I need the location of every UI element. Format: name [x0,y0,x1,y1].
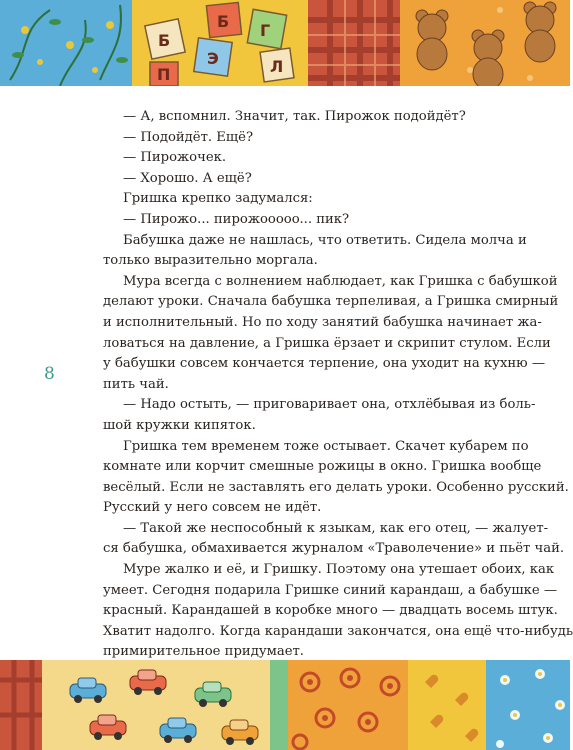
text-line: ся бабушка, обмахивается журналом «Траволечение» и пьёт чай. [103,541,565,557]
text-line: — Надо остыть, — приговаривает она, отхлёбывая из боль- [123,397,536,413]
text-line: пить чай. [103,376,169,392]
text-line: — Подойдёт. Ещё? [123,129,254,145]
text-line: Хватит надолго. Когда карандаши закончатся, она ещё что-нибудь [103,623,573,639]
patchwork-illustration-bottom [0,660,570,750]
text-line: шой кружки кипяток. [103,417,256,433]
block-letter: Э [207,49,219,68]
text-line: — Пирожо... пирожоoooo... пик? [123,211,350,227]
top-patchwork-border [0,0,570,86]
text-line: Русский у него совсем не идёт. [103,500,322,516]
text-line: только выразительно моргала. [103,253,318,269]
text-line: ловаться на давление, а Гришка ёрзает и скрипит стулом. Если [103,335,551,351]
text-line: Бабушка даже не нашлась, что ответить. Сидела молча и [123,232,527,248]
text-line: комнате или корчит смешные рожицы в окно. Гришка вообще [103,459,542,475]
text-line: примирительное придумает. [103,644,304,660]
text-line: красный. Карандашей в коробке много — двадцать восемь штук. [103,603,558,619]
block-letter: Б [158,31,171,50]
story-text [103,107,573,704]
text-line: у бабушки совсем кончается терпение, она уходит на кухню — [103,356,546,372]
text-line: — А, вспомнил. Значит, так. Пирожок подойдёт? [123,109,466,124]
patchwork-illustration-top [0,0,570,86]
text-line: Мура всегда с волнением наблюдает, как Гришка с бабушкой [123,273,558,289]
text-line: весёлый. Если не заставлять его делать уроки. Особенно русский. [103,479,569,495]
text-line: Гришка тем временем тоже остывает. Скачет кубарем по [123,438,529,454]
block-letter: Б [217,12,230,31]
block-letter: П [157,65,171,84]
text-line: и исполнительный. Но по ходу занятий бабушка начинает жа- [103,314,542,330]
text-line: умеет. Сегодня подарила Гришке синий карандаш, а бабушке — [103,582,558,598]
text-line: делают уроки. Сначала бабушка терпеливая, а Гришка смирный [103,294,559,310]
text-line: — Пирожочек. [123,150,227,166]
block-letter: Л [270,57,284,76]
text-line: Муре жалко и её, и Гришку. Поэтому она утешает обоих, как [123,562,555,578]
text-line: Гришка крепко задумался: [123,191,313,207]
bottom-patchwork-border [0,660,570,750]
block-letter: Г [260,21,271,40]
page-number: 8 [44,364,55,384]
text-line: — Хорошо. А ещё? [123,170,252,186]
text-line: — Такой же неспособный к языкам, как его отец, — жалует- [123,520,549,536]
